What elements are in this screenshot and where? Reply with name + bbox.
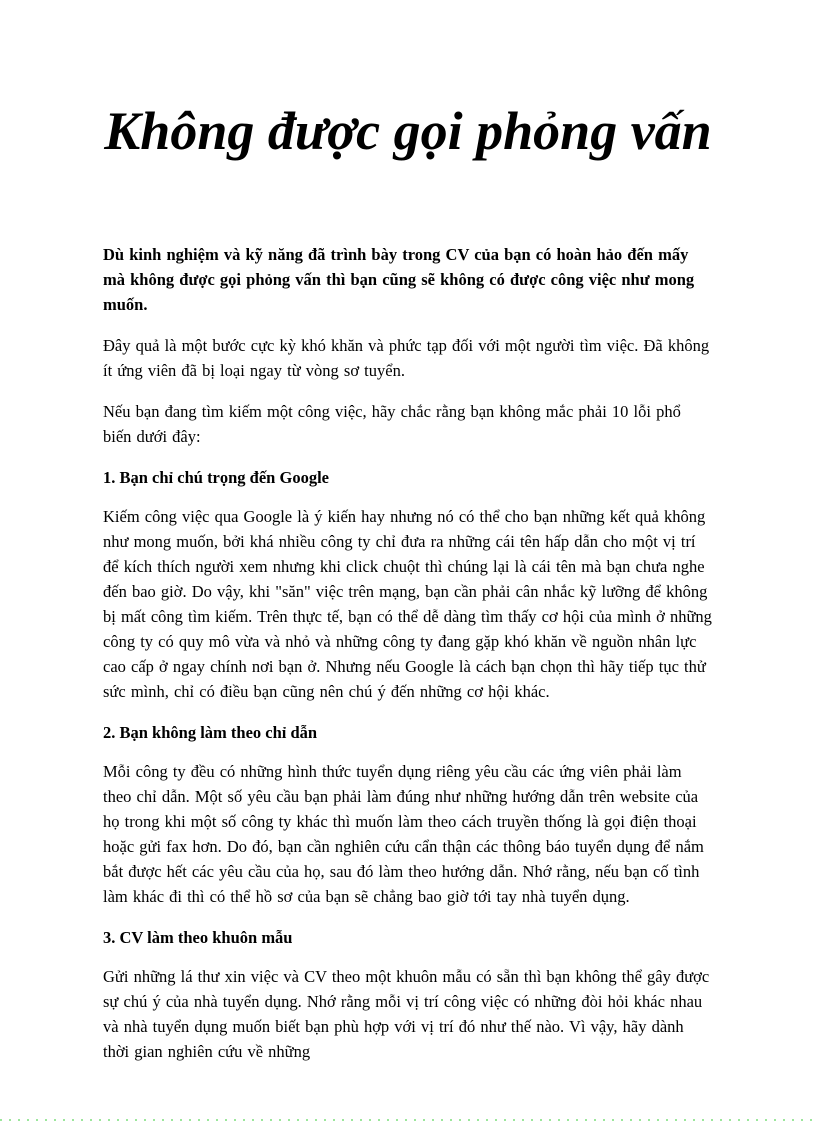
- section-heading-instructions: 2. Bạn không làm theo chỉ dẫn: [103, 723, 318, 743]
- document-title: Không được gọi phỏng vấn: [104, 101, 712, 161]
- paragraph-cv-template: Gửi những lá thư xin việc và CV theo một khuôn mẫu có sẵn thì bạn không thể gây được sự chú ý của nhà tuyển dụng. Nhớ rằng mỗi vị trí công việc có những đòi hỏi khác nhau và nhà tuyển dụng muốn biết bạn phù hợp với vị trí đó như thế nào. Vì vậy, hãy dành thời gian nghiên cứu về những: [103, 967, 710, 1062]
- section-heading-google: 1. Bạn chỉ chú trọng đến Google: [103, 468, 329, 488]
- paragraph-google: Kiếm công việc qua Google là ý kiến hay nhưng nó có thể cho bạn những kết quả không như mong muốn, bởi khá nhiều công ty chỉ đưa ra những cái tên hấp dẫn cho một vị trí để kích thích người xem nhưng khi click chuột thì chúng lại là cái tên mà bạn chưa nghe đến bao giờ. Do vậy, khi "săn" việc trên mạng, bạn cần phải cân nhắc kỹ lưỡng để không bị mất công tìm kiếm. Trên thực tế, bạn có thể dễ dàng tìm thấy cơ hội của mình ở những công ty có quy mô vừa và nhỏ và những công ty đang gặp khó khăn về nguồn nhân lực cao cấp ở ngay chính nơi bạn ở. Nhưng nếu Google là cách bạn chọn thì hãy tiếp tục thử sức mình, chỉ có điều bạn cũng nên chú ý đến những cơ hội khác.: [103, 507, 712, 702]
- paragraph-intro-mistakes: Nếu bạn đang tìm kiếm một công việc, hãy chắc rằng bạn không mắc phải 10 lỗi phổ biến dưới đây:: [103, 402, 681, 447]
- paragraph-instructions: Mỗi công ty đều có những hình thức tuyển dụng riêng yêu cầu các ứng viên phải làm theo chỉ dẫn. Một số yêu cầu bạn phải làm đúng như những hướng dẫn trên website của họ trong khi một số công ty khác thì muốn làm theo cách truyền thống là gọi điện thoại hoặc gửi fax hơn. Do đó, bạn cần nghiên cứu cẩn thận các thông báo tuyển dụng để nắm bắt được hết các yêu cầu của họ, sau đó làm theo hướng dẫn. Nhớ rằng, nếu bạn cố tình làm khác đi thì có thể hồ sơ của bạn sẽ chẳng bao giờ tới tay nhà tuyển dụng.: [103, 762, 704, 907]
- section-heading-cv-template: 3. CV làm theo khuôn mẫu: [103, 928, 293, 948]
- page-break-divider: [0, 1119, 816, 1121]
- paragraph-intro-difficulty: Đây quả là một bước cực kỳ khó khăn và phức tạp đối với một người tìm việc. Đã không ít ứng viên đã bị loại ngay từ vòng sơ tuyển.: [103, 336, 710, 381]
- lead-paragraph: Dù kinh nghiệm và kỹ năng đã trình bày trong CV của bạn có hoàn hảo đến mấy mà không được gọi phỏng vấn thì bạn cũng sẽ không có được công việc như mong muốn.: [103, 245, 695, 315]
